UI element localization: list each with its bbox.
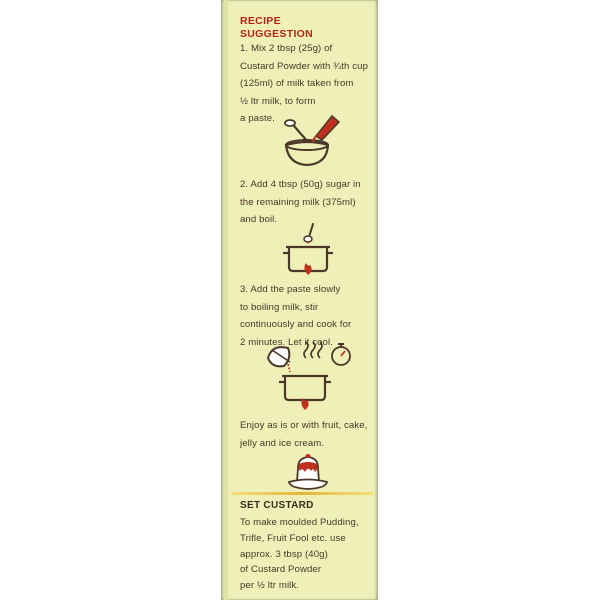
set-custard-text: To make moulded Pudding, Trifle, Fruit Fool etc. use approx. 3 tbsp (40g) of Custard Powder per ½ ltr milk. — [240, 517, 359, 592]
boiling-pot-icon — [280, 221, 340, 279]
step-3-text: 3. Add the paste slowly to boiling milk, stir continuously and cook for 2 minutes. Let it cool. — [240, 284, 352, 348]
custard-pudding-icon — [284, 452, 332, 492]
step-1-text: 1. Mix 2 tbsp (25g) of Custard Powder with ¾th cup (125ml) of milk taken from ½ ltr milk, to form a paste. — [240, 43, 369, 124]
set-custard-title: SET CUSTARD — [240, 500, 314, 511]
recipe-title: RECIPE SUGGESTION — [240, 15, 314, 40]
panel-fold-edge — [224, 0, 228, 600]
timer-icon — [329, 342, 353, 368]
enjoy-text: Enjoy as is or with fruit, cake, jelly and ice cream. — [240, 420, 368, 449]
mixing-bowl-icon — [272, 112, 342, 170]
step-2-text: 2. Add 4 tbsp (50g) sugar in the remaining milk (375ml) and boil. — [240, 179, 361, 225]
gold-divider — [231, 492, 373, 495]
